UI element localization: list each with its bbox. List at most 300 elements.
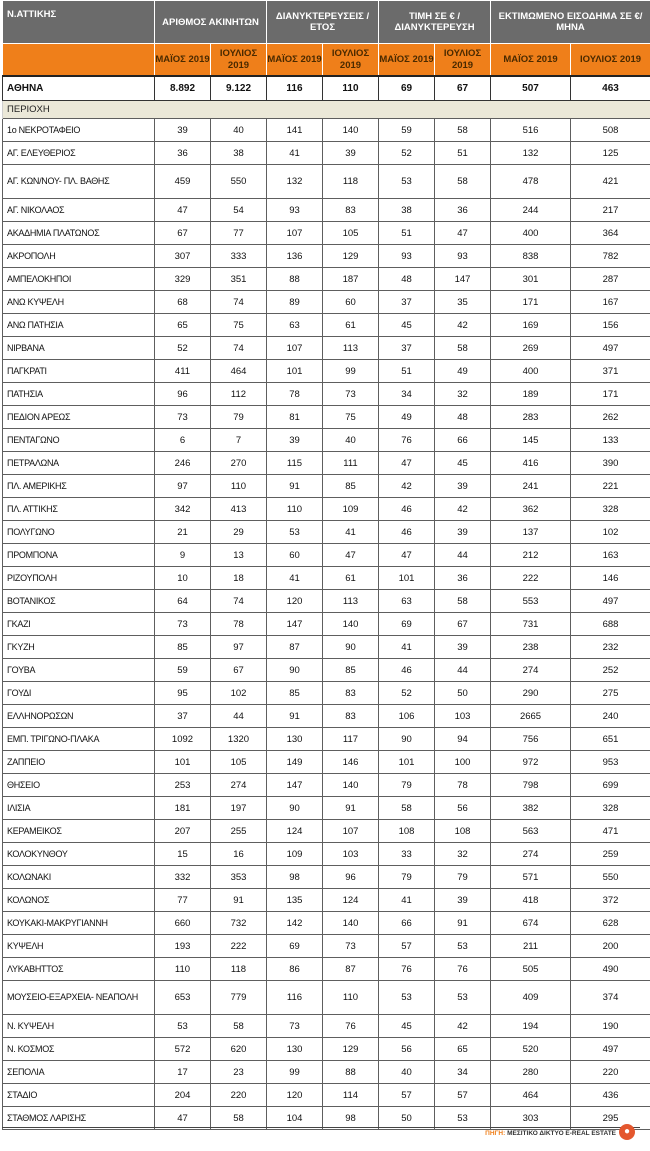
value-cell: 270 — [211, 452, 267, 475]
value-cell: 972 — [491, 751, 571, 774]
value-cell: 130 — [267, 728, 323, 751]
value-cell: 46 — [379, 498, 435, 521]
value-cell: 66 — [435, 429, 491, 452]
value-cell: 798 — [491, 774, 571, 797]
value-cell: 169 — [491, 314, 571, 337]
table-row — [3, 360, 650, 383]
value-cell: 78 — [435, 774, 491, 797]
value-cell: 274 — [491, 843, 571, 866]
value-cell: 275 — [571, 682, 650, 705]
value-cell: 99 — [267, 1061, 323, 1084]
value-cell: 39 — [155, 119, 211, 142]
value-cell: 101 — [379, 567, 435, 590]
value-cell: 54 — [211, 199, 267, 222]
table-row — [3, 383, 650, 406]
value-cell: 65 — [155, 314, 211, 337]
table-row — [3, 636, 650, 659]
table-row — [3, 1084, 650, 1107]
value-cell: 47 — [435, 222, 491, 245]
value-cell: 78 — [211, 613, 267, 636]
total-value: 69 — [379, 76, 435, 101]
value-cell: 63 — [379, 590, 435, 613]
area-name: ΑΚΑΔΗΜΙΑ ΠΛΑΤΩΝΟΣ — [3, 222, 155, 245]
value-cell: 328 — [571, 498, 650, 521]
value-cell: 76 — [379, 958, 435, 981]
area-name: ΠΑΓΚΡΑΤΙ — [3, 360, 155, 383]
value-cell: 83 — [323, 705, 379, 728]
value-cell: 49 — [435, 360, 491, 383]
value-cell: 39 — [323, 142, 379, 165]
value-cell: 41 — [267, 142, 323, 165]
value-cell: 146 — [571, 567, 650, 590]
month-header: ΜΑΪΟΣ 2019 — [155, 44, 211, 77]
value-cell: 96 — [155, 383, 211, 406]
area-name: ΠΑΤΗΣΙΑ — [3, 383, 155, 406]
value-cell: 102 — [571, 521, 650, 544]
value-cell: 29 — [211, 521, 267, 544]
table-row — [3, 751, 650, 774]
value-cell: 137 — [491, 521, 571, 544]
area-name: ΠΟΛΥΓΩΝΟ — [3, 521, 155, 544]
value-cell: 699 — [571, 774, 650, 797]
value-cell: 44 — [211, 705, 267, 728]
area-name: ΓΚΑΖΙ — [3, 613, 155, 636]
table-row — [3, 521, 650, 544]
value-cell: 115 — [267, 452, 323, 475]
rental-statistics-table — [2, 0, 650, 1130]
value-cell: 660 — [155, 912, 211, 935]
value-cell: 497 — [571, 1038, 650, 1061]
value-cell: 107 — [267, 222, 323, 245]
value-cell: 44 — [435, 659, 491, 682]
area-name: ΑΝΩ ΠΑΤΗΣΙΑ — [3, 314, 155, 337]
value-cell: 103 — [435, 705, 491, 728]
value-cell: 46 — [379, 521, 435, 544]
area-name: ΠΕΝΤΑΓΩΝΟ — [3, 429, 155, 452]
area-name: Ν. ΚΟΣΜΟΣ — [3, 1038, 155, 1061]
value-cell: 136 — [267, 245, 323, 268]
value-cell: 147 — [267, 774, 323, 797]
value-cell: 86 — [267, 958, 323, 981]
value-cell: 1092 — [155, 728, 211, 751]
value-cell: 45 — [379, 314, 435, 337]
value-cell: 274 — [211, 774, 267, 797]
table-row — [3, 222, 650, 245]
value-cell: 478 — [491, 165, 571, 199]
table-row — [3, 544, 650, 567]
value-cell: 21 — [155, 521, 211, 544]
value-cell: 409 — [491, 981, 571, 1015]
table-row — [3, 843, 650, 866]
value-cell: 85 — [267, 682, 323, 705]
value-cell: 47 — [323, 544, 379, 567]
value-cell: 113 — [323, 590, 379, 613]
value-cell: 200 — [571, 935, 650, 958]
value-cell: 240 — [571, 705, 650, 728]
value-cell: 93 — [435, 245, 491, 268]
table-row — [3, 1038, 650, 1061]
value-cell: 52 — [379, 682, 435, 705]
value-cell: 110 — [211, 475, 267, 498]
table-row — [3, 866, 650, 889]
value-cell: 220 — [571, 1061, 650, 1084]
value-cell: 132 — [491, 142, 571, 165]
value-cell: 171 — [491, 291, 571, 314]
value-cell: 47 — [155, 1107, 211, 1130]
table-row — [3, 268, 650, 291]
value-cell: 7 — [211, 429, 267, 452]
total-value: 116 — [267, 76, 323, 101]
table-row — [3, 119, 650, 142]
value-cell: 59 — [155, 659, 211, 682]
value-cell: 107 — [267, 337, 323, 360]
table-row — [3, 314, 650, 337]
value-cell: 40 — [211, 119, 267, 142]
value-cell: 73 — [323, 383, 379, 406]
value-cell: 516 — [491, 119, 571, 142]
value-cell: 85 — [155, 636, 211, 659]
value-cell: 15 — [155, 843, 211, 866]
value-cell: 48 — [435, 406, 491, 429]
value-cell: 651 — [571, 728, 650, 751]
value-cell: 400 — [491, 360, 571, 383]
value-cell: 190 — [571, 1015, 650, 1038]
table-row — [3, 935, 650, 958]
value-cell: 688 — [571, 613, 650, 636]
value-cell: 56 — [379, 1038, 435, 1061]
total-value: 507 — [491, 76, 571, 101]
month-header: ΙΟΥΛΙΟΣ 2019 — [323, 44, 379, 77]
value-cell: 114 — [323, 1084, 379, 1107]
value-cell: 79 — [435, 866, 491, 889]
value-cell: 400 — [491, 222, 571, 245]
area-name: Ν. ΚΥΨΕΛΗ — [3, 1015, 155, 1038]
value-cell: 51 — [379, 222, 435, 245]
value-cell: 76 — [323, 1015, 379, 1038]
value-cell: 497 — [571, 590, 650, 613]
region-header: Ν.ΑΤΤΙΚΗΣ — [3, 1, 155, 44]
value-cell: 68 — [155, 291, 211, 314]
value-cell: 142 — [267, 912, 323, 935]
value-cell: 329 — [155, 268, 211, 291]
area-name: ΓΟΥΔΙ — [3, 682, 155, 705]
value-cell: 37 — [155, 705, 211, 728]
value-cell: 42 — [435, 498, 491, 521]
value-cell: 353 — [211, 866, 267, 889]
area-name: ΚΟΛΩΝΑΚΙ — [3, 866, 155, 889]
table-row — [3, 889, 650, 912]
total-name: ΑΘΗΝΑ — [3, 76, 155, 101]
value-cell: 9 — [155, 544, 211, 567]
value-cell: 75 — [323, 406, 379, 429]
value-cell: 109 — [323, 498, 379, 521]
value-cell: 550 — [211, 165, 267, 199]
value-cell: 23 — [211, 1061, 267, 1084]
table-row — [3, 981, 650, 1015]
value-cell: 40 — [379, 1061, 435, 1084]
value-cell: 57 — [379, 1084, 435, 1107]
value-cell: 756 — [491, 728, 571, 751]
value-cell: 39 — [435, 521, 491, 544]
value-cell: 246 — [155, 452, 211, 475]
table-row — [3, 820, 650, 843]
area-name: ΜΟΥΣΕΙΟ-ΕΞΑΡΧΕΙΑ- ΝΕΑΠΟΛΗ — [3, 981, 155, 1015]
value-cell: 64 — [155, 590, 211, 613]
value-cell: 98 — [267, 866, 323, 889]
value-cell: 132 — [267, 165, 323, 199]
value-cell: 130 — [267, 1038, 323, 1061]
value-cell: 91 — [267, 475, 323, 498]
value-cell: 351 — [211, 268, 267, 291]
value-cell: 101 — [155, 751, 211, 774]
value-cell: 79 — [379, 866, 435, 889]
value-cell: 782 — [571, 245, 650, 268]
month-header-blank — [3, 44, 155, 77]
section-row — [3, 101, 650, 119]
table-row — [3, 406, 650, 429]
value-cell: 105 — [323, 222, 379, 245]
total-value: 463 — [571, 76, 650, 101]
value-cell: 411 — [155, 360, 211, 383]
value-cell: 38 — [211, 142, 267, 165]
value-cell: 97 — [211, 636, 267, 659]
area-name: ΕΛΛΗΝΟΡΩΣΩΝ — [3, 705, 155, 728]
value-cell: 67 — [155, 222, 211, 245]
value-cell: 78 — [267, 383, 323, 406]
value-cell: 149 — [267, 751, 323, 774]
value-cell: 332 — [155, 866, 211, 889]
value-cell: 97 — [155, 475, 211, 498]
group-header: ΤΙΜΗ ΣΕ € / ΔΙΑΝΥΚΤΕΡΕΥΣΗ — [379, 1, 491, 44]
value-cell: 88 — [323, 1061, 379, 1084]
value-cell: 110 — [155, 958, 211, 981]
value-cell: 107 — [323, 820, 379, 843]
footer — [0, 1126, 640, 1140]
value-cell: 66 — [379, 912, 435, 935]
value-cell: 90 — [323, 636, 379, 659]
value-cell: 140 — [323, 774, 379, 797]
area-name: ΚΟΥΚΑΚΙ-ΜΑΚΡΥΓΙΑΝΝΗ — [3, 912, 155, 935]
section-label: ΠΕΡΙΟΧΗ — [3, 101, 650, 119]
value-cell: 222 — [211, 935, 267, 958]
value-cell: 104 — [267, 1107, 323, 1130]
area-name: ΓΚΥΖΗ — [3, 636, 155, 659]
value-cell: 105 — [211, 751, 267, 774]
table-row — [3, 1061, 650, 1084]
value-cell: 58 — [435, 165, 491, 199]
value-cell: 141 — [267, 119, 323, 142]
value-cell: 110 — [267, 498, 323, 521]
value-cell: 413 — [211, 498, 267, 521]
value-cell: 50 — [379, 1107, 435, 1130]
area-name: ΚΥΨΕΛΗ — [3, 935, 155, 958]
value-cell: 222 — [491, 567, 571, 590]
value-cell: 244 — [491, 199, 571, 222]
area-name: ΠΛ. ΑΤΤΙΚΗΣ — [3, 498, 155, 521]
table-row — [3, 797, 650, 820]
source-text: ΜΕΣΙΤΙΚΟ ΔΙΚΤΥΟ E-REAL ESTATE — [507, 1130, 616, 1137]
value-cell: 58 — [211, 1107, 267, 1130]
value-cell: 2665 — [491, 705, 571, 728]
area-name: ΣΤΑΔΙΟ — [3, 1084, 155, 1107]
value-cell: 47 — [379, 544, 435, 567]
value-cell: 53 — [435, 1107, 491, 1130]
value-cell: 69 — [267, 935, 323, 958]
value-cell: 163 — [571, 544, 650, 567]
value-cell: 416 — [491, 452, 571, 475]
total-value: 9.122 — [211, 76, 267, 101]
value-cell: 39 — [267, 429, 323, 452]
area-name: ΑΚΡΟΠΟΛΗ — [3, 245, 155, 268]
footer-divider — [2, 1127, 640, 1128]
table-row — [3, 659, 650, 682]
table-row — [3, 705, 650, 728]
value-cell: 274 — [491, 659, 571, 682]
total-value: 8.892 — [155, 76, 211, 101]
value-cell: 60 — [267, 544, 323, 567]
value-cell: 628 — [571, 912, 650, 935]
value-cell: 563 — [491, 820, 571, 843]
value-cell: 140 — [323, 613, 379, 636]
total-value: 67 — [435, 76, 491, 101]
value-cell: 87 — [267, 636, 323, 659]
value-cell: 95 — [155, 682, 211, 705]
value-cell: 464 — [211, 360, 267, 383]
table-row — [3, 245, 650, 268]
value-cell: 39 — [435, 636, 491, 659]
table-row — [3, 142, 650, 165]
value-cell: 65 — [435, 1038, 491, 1061]
table-row — [3, 291, 650, 314]
value-cell: 16 — [211, 843, 267, 866]
table-row — [3, 429, 650, 452]
value-cell: 145 — [491, 429, 571, 452]
value-cell: 37 — [379, 337, 435, 360]
area-name: 1ο ΝΕΚΡΟΤΑΦΕΙΟ — [3, 119, 155, 142]
value-cell: 171 — [571, 383, 650, 406]
value-cell: 74 — [211, 590, 267, 613]
value-cell: 67 — [211, 659, 267, 682]
value-cell: 181 — [155, 797, 211, 820]
value-cell: 779 — [211, 981, 267, 1015]
value-cell: 108 — [435, 820, 491, 843]
area-name: ΑΓ. ΕΛΕΥΘΕΡΙΟΣ — [3, 142, 155, 165]
group-header: ΑΡΙΘΜΟΣ ΑΚΙΝΗΤΩΝ — [155, 1, 267, 44]
value-cell: 255 — [211, 820, 267, 843]
value-cell: 79 — [211, 406, 267, 429]
value-cell: 63 — [267, 314, 323, 337]
value-cell: 572 — [155, 1038, 211, 1061]
value-cell: 56 — [435, 797, 491, 820]
value-cell: 553 — [491, 590, 571, 613]
value-cell: 109 — [267, 843, 323, 866]
area-name: ΠΛ. ΑΜΕΡΙΚΗΣ — [3, 475, 155, 498]
value-cell: 108 — [379, 820, 435, 843]
value-cell: 103 — [323, 843, 379, 866]
value-cell: 221 — [571, 475, 650, 498]
table-row — [3, 199, 650, 222]
value-cell: 116 — [267, 981, 323, 1015]
value-cell: 61 — [323, 314, 379, 337]
brand-logo-icon: ● — [619, 1124, 635, 1140]
value-cell: 40 — [323, 429, 379, 452]
value-cell: 303 — [491, 1107, 571, 1130]
value-cell: 90 — [267, 797, 323, 820]
value-cell: 53 — [155, 1015, 211, 1038]
value-cell: 53 — [267, 521, 323, 544]
value-cell: 101 — [267, 360, 323, 383]
area-name: ΣΕΠΟΛΙΑ — [3, 1061, 155, 1084]
value-cell: 262 — [571, 406, 650, 429]
value-cell: 77 — [211, 222, 267, 245]
value-cell: 41 — [323, 521, 379, 544]
value-cell: 113 — [323, 337, 379, 360]
value-cell: 653 — [155, 981, 211, 1015]
value-cell: 57 — [379, 935, 435, 958]
value-cell: 146 — [323, 751, 379, 774]
area-name: ΠΡΟΜΠΟΝΑ — [3, 544, 155, 567]
value-cell: 283 — [491, 406, 571, 429]
value-cell: 252 — [571, 659, 650, 682]
value-cell: 342 — [155, 498, 211, 521]
value-cell: 193 — [155, 935, 211, 958]
value-cell: 732 — [211, 912, 267, 935]
area-name: ΑΝΩ ΚΥΨΕΛΗ — [3, 291, 155, 314]
value-cell: 53 — [379, 981, 435, 1015]
value-cell: 129 — [323, 1038, 379, 1061]
area-name: ΘΗΣΕΙΟ — [3, 774, 155, 797]
value-cell: 42 — [435, 1015, 491, 1038]
value-cell: 87 — [323, 958, 379, 981]
value-cell: 217 — [571, 199, 650, 222]
value-cell: 194 — [491, 1015, 571, 1038]
value-cell: 77 — [155, 889, 211, 912]
value-cell: 58 — [435, 119, 491, 142]
value-cell: 307 — [155, 245, 211, 268]
table-row — [3, 912, 650, 935]
value-cell: 57 — [435, 1084, 491, 1107]
month-header: ΜΑΪΟΣ 2019 — [267, 44, 323, 77]
value-cell: 52 — [155, 337, 211, 360]
value-cell: 371 — [571, 360, 650, 383]
value-cell: 85 — [323, 475, 379, 498]
value-cell: 212 — [491, 544, 571, 567]
value-cell: 156 — [571, 314, 650, 337]
value-cell: 53 — [435, 935, 491, 958]
value-cell: 101 — [379, 751, 435, 774]
value-cell: 620 — [211, 1038, 267, 1061]
value-cell: 90 — [379, 728, 435, 751]
value-cell: 110 — [323, 981, 379, 1015]
value-cell: 187 — [323, 268, 379, 291]
value-cell: 953 — [571, 751, 650, 774]
value-cell: 731 — [491, 613, 571, 636]
area-name: ΙΛΙΣΙΑ — [3, 797, 155, 820]
value-cell: 98 — [323, 1107, 379, 1130]
table-row — [3, 567, 650, 590]
value-cell: 140 — [323, 912, 379, 935]
value-cell: 418 — [491, 889, 571, 912]
value-cell: 36 — [155, 142, 211, 165]
value-cell: 36 — [435, 199, 491, 222]
value-cell: 232 — [571, 636, 650, 659]
value-cell: 120 — [267, 590, 323, 613]
table-row — [3, 498, 650, 521]
value-cell: 106 — [379, 705, 435, 728]
value-cell: 67 — [435, 613, 491, 636]
value-cell: 259 — [571, 843, 650, 866]
value-cell: 204 — [155, 1084, 211, 1107]
